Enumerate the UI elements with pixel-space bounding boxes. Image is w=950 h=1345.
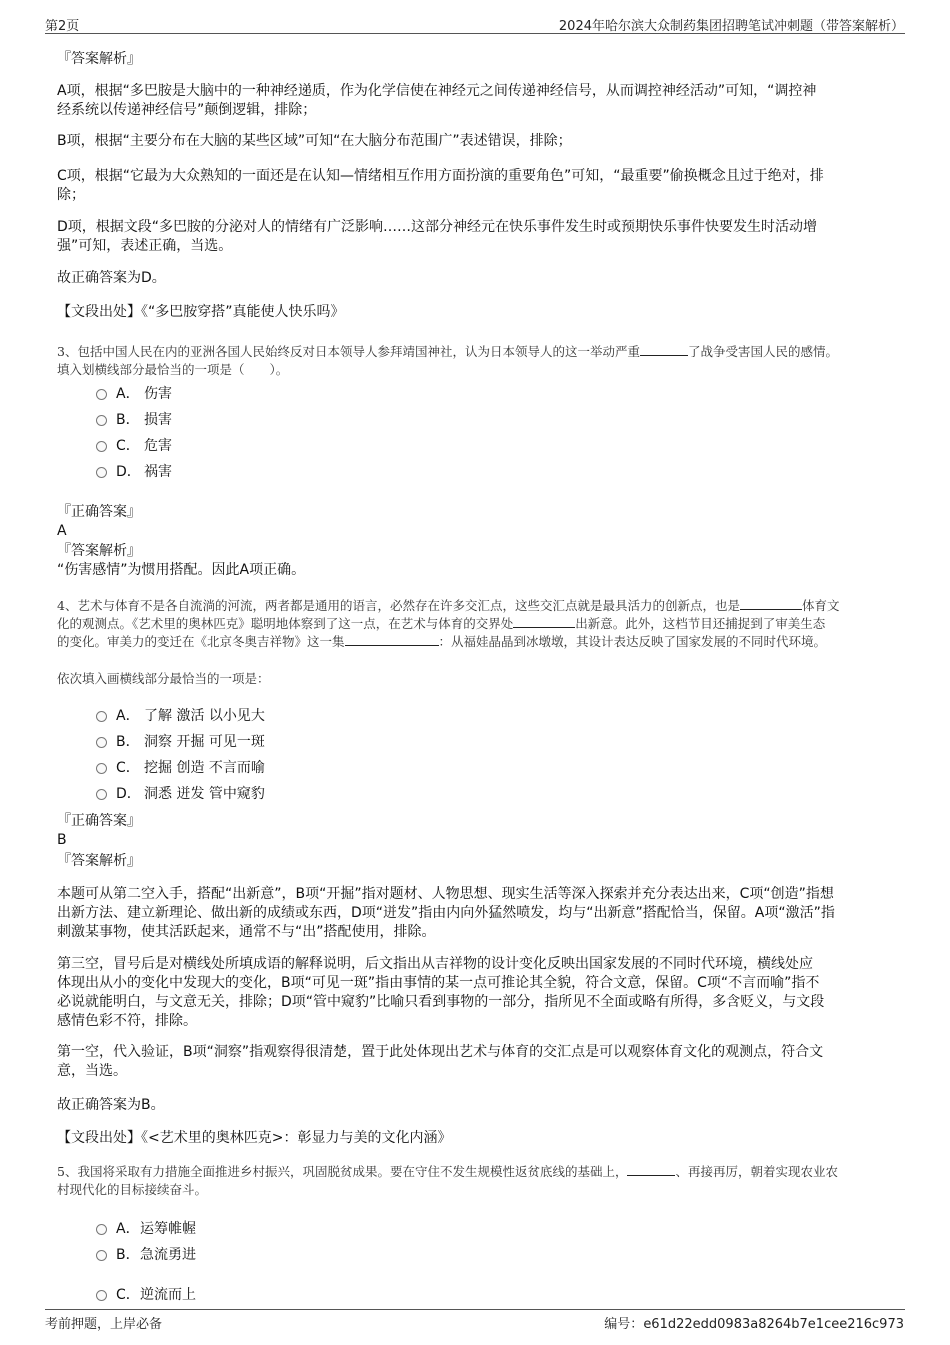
radio-icon[interactable] [96, 789, 107, 800]
option-text: 了解 激活 以小见大 [144, 708, 265, 724]
radio-icon[interactable] [96, 763, 107, 774]
text-line [57, 597, 893, 615]
q4-option-b[interactable] [96, 731, 265, 751]
option-letter: A． [116, 1221, 140, 1237]
q4-conclusion [57, 1096, 889, 1115]
option-letter: D． [116, 464, 141, 480]
text-line: 【文段出处】《<艺术里的奥林匹克>：彰显力与美的文化内涵》 [57, 1130, 452, 1146]
q3-option-c[interactable] [96, 435, 172, 455]
text-line: 第三空，冒号后是对横线处所填成语的解释说明，后文指出从吉祥物的设计变化反映出国家发展的不同时代环境，横线处应 [57, 956, 813, 972]
text-segment: 化的观测点。《艺术里的奥林匹克》聪明地体察到了这一点，在艺术与体育的交界处 [57, 616, 514, 631]
text-line: 村现代化的目标接续奋斗。 [57, 1182, 208, 1197]
option-letter: B． [116, 734, 140, 750]
q4-option-c[interactable] [96, 757, 265, 777]
radio-icon[interactable] [96, 467, 107, 478]
q2-analysis-a [57, 82, 889, 120]
q2-analysis-c [57, 167, 889, 205]
text-segment: 了战争受害国人民的感情。 [687, 344, 838, 359]
text-line: B项，根据“主要分布在大脑的某些区域”可知“在大脑分布范围广”表述错误，排除； [57, 133, 572, 149]
text-segment: 5、我国将采取有力措施全面推进乡村振兴，巩固脱贫成果。要在守住不发生规模性返贫底线的基础上， [57, 1164, 628, 1179]
text-line: A项，根据“多巴胺是大脑中的一种神经递质，作为化学信使在神经元之间传递神经信号，从而调控神经活动”可知，“调控神 [57, 83, 817, 99]
text-line: 出新方法、建立新理论、做出新的成绩或东西，D项“迸发”指由内向外猛然喷发，均与“出新意”搭配恰当，保留。A项“激活”指 [57, 905, 835, 921]
q4-analysis-p1 [57, 885, 889, 942]
text-line: D项，根据文段“多巴胺的分泌对人的情绪有广泛影响……这部分神经元在快乐事件发生时或预期快乐事件快要发生时活动增 [57, 219, 818, 235]
radio-icon[interactable] [96, 737, 107, 748]
header-rule [45, 33, 905, 34]
q5-option-a[interactable] [96, 1218, 196, 1238]
text-line: 故正确答案为B。 [57, 1097, 165, 1113]
q4-answer-label: 『正确答案』 [57, 813, 141, 829]
fill-blank [740, 597, 802, 610]
q3-option-d[interactable] [96, 461, 172, 481]
q3-answer-label: 『正确答案』 [57, 504, 141, 520]
text-line: 感情色彩不符，排除。 [57, 1013, 197, 1029]
text-segment: 的变化。审美力的变迁在《北京冬奥吉祥物》这一集 [57, 634, 345, 649]
q3-stem [57, 343, 893, 379]
q4-analysis-label: 『答案解析』 [57, 853, 141, 869]
text-line: 本题可从第二空入手，搭配“出新意”，B项“开掘”指对题材、人物思想、现实生活等深入探索并充分表达出来，C项“创造”指想 [57, 886, 834, 902]
option-letter: A． [116, 708, 140, 724]
q2-source [57, 303, 889, 322]
text-segment: 3、包括中国人民在内的亚洲各国人民始终反对日本领导人参拜靖国神社，认为日本领导人的这一举动严重 [57, 344, 640, 359]
fill-blank [627, 1163, 675, 1176]
option-letter: D． [116, 786, 141, 802]
option-text: 祸害 [144, 464, 172, 480]
q4-answer: B [57, 832, 67, 848]
text-segment: 体育文 [801, 598, 840, 613]
option-letter: C． [116, 760, 140, 776]
page-number: 第2页 [45, 19, 80, 34]
option-letter: B． [116, 412, 140, 428]
text-line: 意，当选。 [57, 1063, 127, 1079]
text-line: 刺激某事物，使其活跃起来，通常不与“出”搭配使用，排除。 [57, 924, 436, 940]
option-text: 逆流而上 [140, 1287, 196, 1303]
option-text: 运筹帷幄 [140, 1221, 196, 1237]
text-line: 故正确答案为D。 [57, 270, 166, 286]
q3-analysis-label: 『答案解析』 [57, 543, 141, 559]
radio-icon[interactable] [96, 1224, 107, 1235]
radio-icon[interactable] [96, 441, 107, 452]
text-line: 经系统以传递神经信号”颠倒逻辑，排除； [57, 102, 317, 118]
radio-icon[interactable] [96, 415, 107, 426]
q4-source [57, 1129, 889, 1148]
text-segment: ：从福娃晶晶到冰墩墩，其设计表达反映了国家发展的不同时代环境。 [438, 634, 827, 649]
q2-analysis-d [57, 218, 889, 256]
q4-prompt: 依次填入画横线部分最恰当的一项是： [57, 671, 270, 686]
fill-blank [345, 633, 439, 646]
q4-analysis-p2 [57, 955, 889, 1031]
q2-analysis-b [57, 132, 889, 151]
q3-option-b[interactable] [96, 409, 172, 429]
radio-icon[interactable] [96, 711, 107, 722]
text-line: 填入划横线部分最恰当的一项是（ ）。 [57, 362, 289, 377]
code-value: e61d22edd0983a8264b7e1cee216c973 [643, 1317, 904, 1332]
option-text: 洞悉 迸发 管中窥豹 [144, 786, 265, 802]
option-text: 急流勇进 [140, 1247, 196, 1263]
q3-option-a[interactable] [96, 383, 172, 403]
radio-icon[interactable] [96, 1250, 107, 1261]
text-line: 第一空，代入验证，B项“洞察”指观察得很清楚，置于此处体现出艺术与体育的交汇点是可以观察体育文化的观测点，符合文 [57, 1044, 824, 1060]
fill-blank [640, 343, 688, 356]
q4-option-d[interactable] [96, 783, 265, 803]
q4-option-a[interactable] [96, 705, 265, 725]
text-line [57, 1163, 893, 1181]
radio-icon[interactable] [96, 1290, 107, 1301]
text-line: 【文段出处】《“多巴胺穿搭”真能使人快乐吗》 [57, 304, 345, 320]
text-line: 强”可知，表述正确，当选。 [57, 238, 233, 254]
q5-option-c[interactable] [96, 1284, 196, 1304]
option-text: 危害 [144, 438, 172, 454]
option-letter: A． [116, 386, 140, 402]
text-line [57, 633, 893, 651]
text-line: 体现出从小的变化中发现大的变化，B项“可见一斑”指由事情的某一点可推论其全貌，符合文意，保留。C项“不言而喻”指不 [57, 975, 820, 991]
text-line: C项，根据“它最为大众熟知的一面还是在认知—情绪相互作用方面扮演的重要角色”可知，“最重要”偷换概念且过于绝对，排 [57, 168, 824, 184]
text-line: 必说就能明白，与文意无关，排除；D项“管中窥豹”比喻只看到事物的一部分，指所见不全面或略有所得，多含贬义，与文段 [57, 994, 825, 1010]
text-segment: 、再接再厉，朝着实现农业农 [675, 1164, 838, 1179]
radio-icon[interactable] [96, 389, 107, 400]
document-code [604, 1313, 904, 1332]
option-letter: B． [116, 1247, 140, 1263]
q5-stem [57, 1163, 893, 1199]
q4-analysis-p3 [57, 1043, 889, 1081]
text-segment: 4、艺术与体育不是各自流淌的河流，两者都是通用的语言，必然存在许多交汇点，这些交汇点就是最具活力的创新点，也是 [57, 598, 740, 613]
fill-blank [513, 615, 575, 628]
text-line [57, 343, 893, 361]
text-line: 除； [57, 187, 85, 203]
q4-stem [57, 597, 893, 651]
option-text: 挖掘 创造 不言而喻 [144, 760, 265, 776]
text-segment: 出新意。此外，这档节目还捕捉到了审美生态 [575, 616, 826, 631]
option-text: 洞察 开掘 可见一斑 [144, 734, 265, 750]
option-letter: C． [116, 438, 140, 454]
q5-option-b[interactable] [96, 1244, 196, 1264]
option-text: 伤害 [144, 386, 172, 402]
q2-conclusion [57, 269, 889, 288]
q3-answer: A [57, 523, 67, 539]
q3-analysis: “伤害感情”为惯用搭配。因此A项正确。 [57, 562, 306, 578]
text-line [57, 615, 893, 633]
q2-analysis-label: 『答案解析』 [57, 51, 141, 67]
footer-rule [45, 1309, 905, 1310]
footer-slogan: 考前押题，上岸必备 [45, 1317, 163, 1332]
code-label: 编号： [604, 1317, 644, 1332]
option-letter: C． [116, 1287, 140, 1303]
option-text: 损害 [144, 412, 172, 428]
document-title: 2024年哈尔滨大众制药集团招聘笔试冲刺题（带答案解析） [558, 19, 904, 34]
